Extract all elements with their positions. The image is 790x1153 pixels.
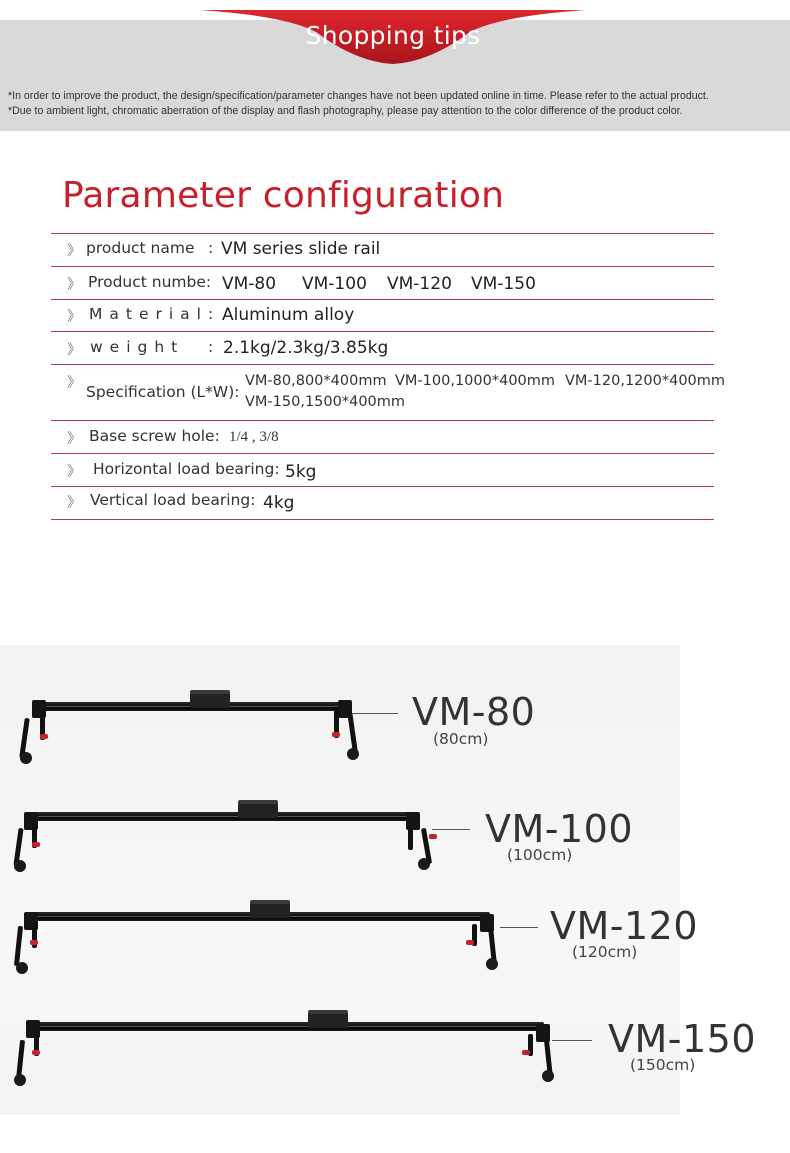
param-separator: : — [208, 239, 214, 257]
divider — [51, 519, 714, 520]
model-name: VM-80 — [412, 690, 536, 734]
param-label: Material — [89, 305, 208, 323]
pointer-line — [500, 927, 538, 928]
param-value: 2.1kg/2.3kg/3.85kg — [223, 338, 389, 358]
param-row-product-number — [51, 272, 714, 300]
pointer-line — [352, 713, 398, 714]
param-row-vertical-load — [51, 490, 714, 518]
param-value: 1/4 , 3/8 — [229, 429, 279, 445]
param-label: Product numbe: — [88, 273, 212, 291]
spec-item: VM-100,1000*400mm — [395, 373, 556, 389]
parameter-configuration-title: Parameter configuration — [62, 175, 505, 216]
divider — [51, 364, 714, 365]
param-row-product-name — [51, 238, 714, 266]
spec-item: VM-150,1500*400mm — [245, 394, 406, 410]
pointer-line — [552, 1040, 592, 1041]
model-number: VM-150 — [471, 274, 536, 294]
divider — [51, 486, 714, 487]
param-label: Specification (L*W): — [86, 383, 240, 401]
param-label: weight — [90, 338, 185, 356]
model-number: VM-100 — [302, 274, 367, 294]
divider — [51, 299, 714, 300]
param-value: 4kg — [263, 493, 295, 513]
chevron-right-icon: 》 — [67, 495, 81, 511]
divider — [51, 453, 714, 454]
spec-item: VM-80,800*400mm — [245, 373, 387, 389]
model-number: VM-120 — [387, 274, 452, 294]
chevron-right-icon: 》 — [67, 375, 81, 391]
chevron-right-icon: 》 — [67, 309, 81, 325]
model-name: VM-120 — [550, 904, 699, 948]
param-value: VM series slide rail — [221, 239, 381, 259]
param-separator: : — [208, 338, 214, 356]
shopping-tips-title: Shopping tips — [305, 21, 481, 50]
param-row-base-screw-hole — [51, 426, 714, 454]
param-value: 5kg — [285, 462, 317, 482]
spec-item: VM-120,1200*400mm — [565, 373, 726, 389]
param-label: Horizontal load bearing: — [93, 460, 280, 478]
model-number: VM-80 — [222, 274, 277, 294]
param-row-specification — [51, 370, 726, 420]
chevron-right-icon: 》 — [67, 342, 81, 358]
tip-line: *In order to improve the product, the design/specification/parameter changes have not been updated online in time. Please refer to the actual product. — [8, 90, 709, 102]
model-length: (80cm) — [433, 730, 489, 748]
param-label: Base screw hole: — [89, 427, 220, 445]
param-label: Vertical load bearing: — [90, 491, 256, 509]
pointer-line — [432, 829, 470, 830]
divider — [51, 233, 714, 234]
divider — [51, 331, 714, 332]
model-length: (100cm) — [507, 846, 573, 864]
chevron-right-icon: 》 — [67, 243, 81, 259]
param-row-horizontal-load — [51, 459, 714, 487]
tip-line: *Due to ambient light, chromatic aberration of the display and flash photography, please pay attention to the color difference of the product color. — [8, 105, 683, 117]
model-name: VM-150 — [608, 1017, 757, 1061]
param-row-material — [51, 304, 714, 332]
divider — [51, 266, 714, 267]
param-label: product name — [86, 239, 195, 257]
divider — [51, 420, 714, 421]
model-length: (150cm) — [630, 1056, 696, 1074]
param-separator: : — [208, 305, 214, 323]
shopping-tips-banner — [0, 10, 790, 131]
chevron-right-icon: 》 — [67, 431, 81, 447]
param-row-weight — [51, 337, 714, 365]
param-value: Aluminum alloy — [222, 305, 355, 325]
model-name: VM-100 — [485, 807, 634, 851]
chevron-right-icon: 》 — [67, 277, 81, 293]
chevron-right-icon: 》 — [67, 464, 81, 480]
model-length: (120cm) — [572, 943, 638, 961]
